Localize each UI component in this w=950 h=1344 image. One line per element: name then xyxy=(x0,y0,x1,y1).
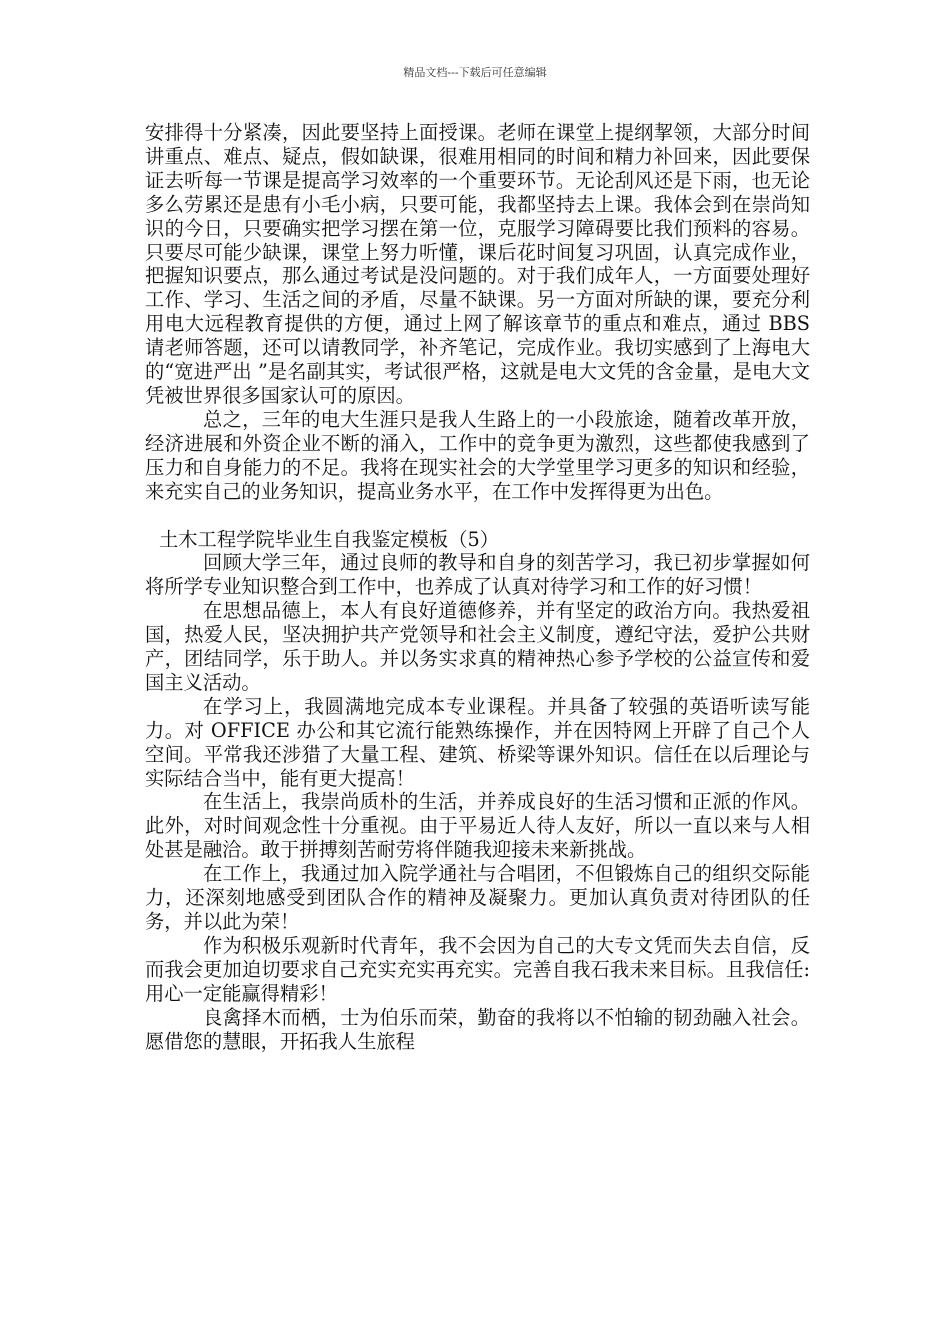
paragraph-study-continuation: 安排得十分紧凑，因此要坚持上面授课。老师在课堂上提纲挈领，大部分时间讲重点、难点、疑点，假如缺课，很难用相同的时间和精力补回来，因此要保证去听每一节课是提高学习效率的一个重要环节。无论刮风还是下雨，也无论多么劳累还是患有小毛小病，只要可能，我都坚持去上课。我体会到在崇尚知识的今日，只要确实把学习摆在第一位，克服学习障碍要比我们预料的容易。只要尽可能少缺课，课堂上努力听懂，课后花时间复习巩固，认真完成作业，把握知识要点，那么通过考试是没问题的。对于我们成年人，一方面要处理好工作、学习、生活之间的矛盾，尽量不缺课。另一方面对所缺的课，要充分利用电大远程教育提供的方便，通过上网了解该章节的重点和难点，通过 BBS 请老师答题，还可以请教同学，补齐笔记，完成作业。我切实感到了上海电大的“宽进严出 ”是名副其实，考试很严格，这就是电大文凭的含金量，是电大文凭被世界很多国家认可的原因。 xyxy=(145,121,810,407)
paragraph-study: 在学习上，我圆满地完成本专业课程。并具备了较强的英语听读写能力。对 OFFICE 办公和其它流行能熟练操作，并在因特网上开辟了自己个人空间。平常我还涉猎了大量工程、建筑、桥梁等课外知识。信任在以后理论与实际结合当中，能有更大提高！ xyxy=(145,694,810,790)
paragraph-morality: 在思想品德上，本人有良好道德修养，并有坚定的政治方向。我热爱祖国，热爱人民，坚决拥护共产党领导和社会主义制度，遵纪守法，爱护公共财产，团结同学，乐于助人。并以务实求真的精神热心参予学校的公益宣传和爱国主义活动。 xyxy=(145,599,810,694)
section-title: 土木工程学院毕业生自我鉴定模板（5） xyxy=(159,527,500,551)
document-body xyxy=(145,121,810,1053)
paragraph-closing: 良禽择木而栖，士为伯乐而荣，勤奋的我将以不怕输的韧劲融入社会。愿借您的慧眼，开拓我人生旅程 xyxy=(145,1005,810,1053)
paragraph-attitude: 作为积极乐观新时代青年，我不会因为自己的大专文凭而失去自信，反而我会更加迫切要求自己充实充实再充实。完善自我石我未来目标。且我信任:用心一定能赢得精彩！ xyxy=(145,933,810,1005)
paragraph-conclusion: 总之，三年的电大生涯只是我人生路上的一小段旅途，随着改革开放，经济进展和外资企业不断的涌入，工作中的竞争更为激烈，这些都使我感到了压力和自身能力的不足。我将在现实社会的大学堂里学习更多的知识和经验，来充实自己的业务知识，提高业务水平，在工作中发挥得更为出色。 xyxy=(145,407,810,503)
paragraph-review: 回顾大学三年，通过良师的教导和自身的刻苦学习，我已初步掌握如何将所学专业知识整合到工作中，也养成了认真对待学习和工作的好习惯！ xyxy=(145,551,810,599)
paragraph-work: 在工作上，我通过加入院学通社与合唱团，不但锻炼自己的组织交际能力，还深刻地感受到团队合作的精神及凝聚力。更加认真负责对待团队的任务，并以此为荣！ xyxy=(145,862,810,933)
page-header: 精品文档---下载后可任意编辑 xyxy=(403,66,547,79)
section-spacer xyxy=(145,504,810,528)
paragraph-life: 在生活上，我崇尚质朴的生活，并养成良好的生活习惯和正派的作风。此外，对时间观念性十分重视。由于平易近人待人友好，所以一直以来与人相处甚是融洽。敢于拼搏刻苦耐劳将伴随我迎接未来新挑战。 xyxy=(145,790,810,862)
